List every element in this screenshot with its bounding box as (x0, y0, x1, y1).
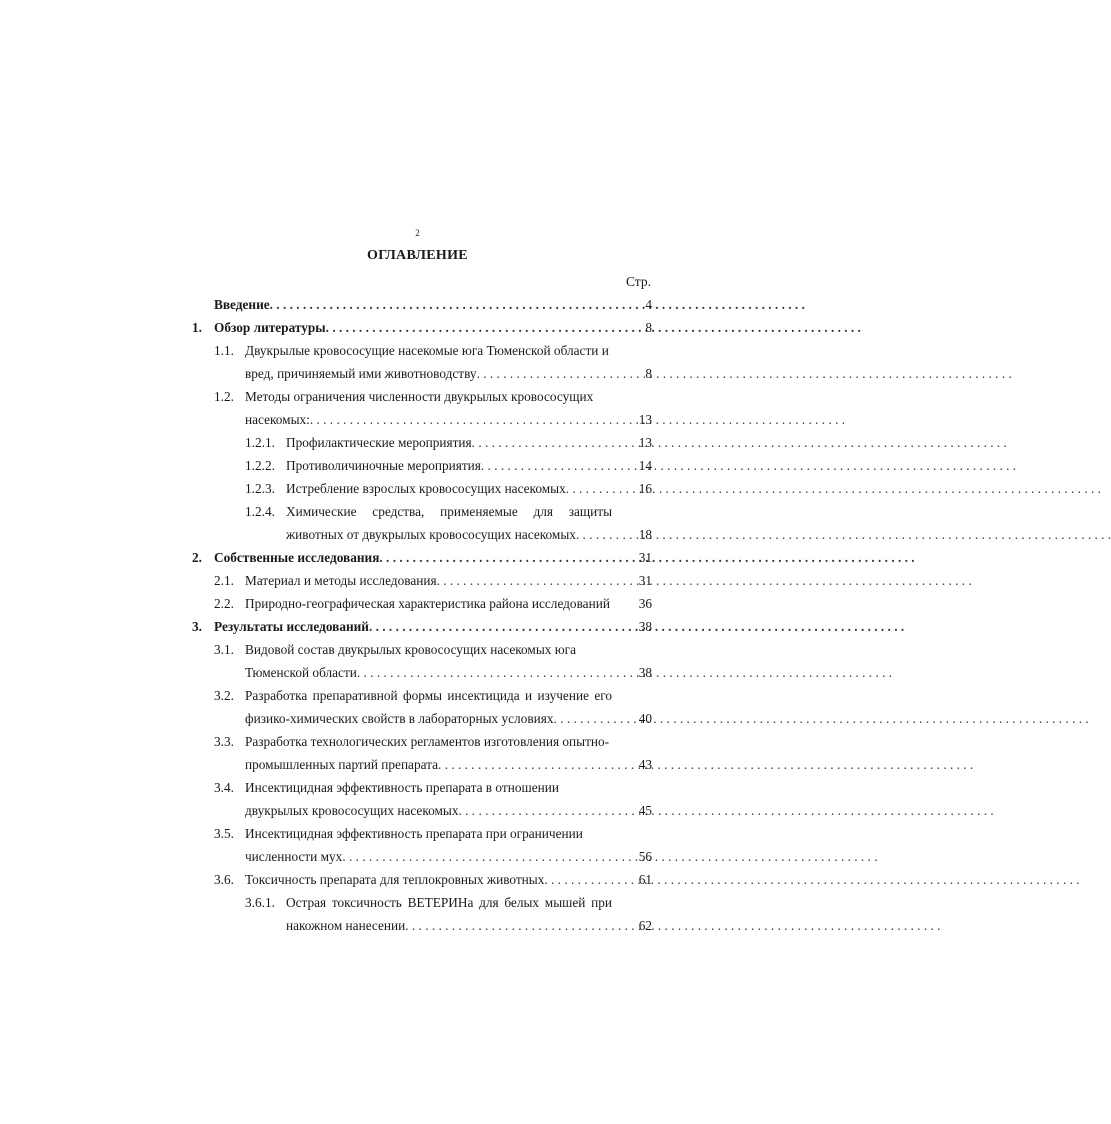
toc-page-number: 36 (638, 596, 652, 611)
toc-page-number: 31 (638, 573, 652, 588)
toc-entry[interactable] (170, 776, 652, 822)
toc-entry-number: 2.1. (214, 573, 234, 588)
toc-entry-number: 1.2.1. (245, 435, 275, 450)
toc-entry[interactable] (170, 477, 652, 500)
toc-entry[interactable] (170, 569, 652, 592)
dot-leader (270, 293, 805, 316)
toc-entry-title: Видовой состав двукрылых кровососущих насекомых юга (245, 642, 577, 657)
toc-entry-title: Природно-географическая характеристика района исследований (245, 596, 610, 611)
toc-entry-title: Обзор литературы (214, 320, 326, 335)
toc-entry[interactable] (170, 500, 652, 546)
toc-entry-title: Токсичность препарата для теплокровных животных (245, 872, 545, 887)
toc-page-number: 31 (638, 550, 652, 565)
toc-entry[interactable] (170, 615, 652, 638)
toc-entry[interactable] (170, 730, 652, 776)
toc-page-number: 13 (638, 412, 652, 427)
toc-entry-title: накожном нанесении (286, 918, 406, 933)
toc-page-number: 62 (638, 918, 652, 933)
toc-page-number: 43 (638, 757, 652, 772)
toc-entry-number: 3.1. (214, 642, 234, 657)
table-of-contents (170, 293, 652, 937)
dot-leader (481, 454, 1016, 477)
toc-entry[interactable] (170, 868, 652, 891)
toc-entry-title: численности мух (245, 849, 343, 864)
dot-leader (459, 799, 994, 822)
toc-entry[interactable] (170, 638, 652, 684)
toc-entry-title: Истребление взрослых кровососущих насекомых (286, 481, 566, 496)
toc-page-number: 61 (638, 872, 652, 887)
toc-entry-title: двукрылых кровососущих насекомых (245, 803, 459, 818)
toc-entry-number: 3.3. (214, 734, 234, 749)
toc-entry-title: Двукрылые кровососущие насекомые юга Тюменской области и (245, 343, 609, 358)
toc-entry-number: 1.2.2. (245, 458, 275, 473)
toc-entry[interactable] (170, 546, 652, 569)
toc-entry[interactable] (170, 431, 652, 454)
toc-page-number: 45 (638, 803, 652, 818)
toc-entry-title: насекомых: (245, 412, 310, 427)
dot-leader (472, 431, 1007, 454)
toc-page-number: 40 (638, 711, 652, 726)
toc-entry-title: Инсектицидная эффективность препарата при ограничении (245, 826, 583, 841)
toc-entry-title: Результаты исследований (214, 619, 369, 634)
toc-entry-title: животных от двукрылых кровососущих насекомых (286, 527, 576, 542)
toc-entry-title: Противоличиночные мероприятия (286, 458, 481, 473)
toc-page-number: 8 (645, 366, 652, 381)
toc-entry-title: промышленных партий препарата (245, 757, 439, 772)
toc-entry-number: 3. (192, 619, 202, 634)
toc-page-number: 56 (638, 849, 652, 864)
dot-leader (576, 523, 1111, 546)
toc-entry[interactable] (170, 316, 652, 339)
toc-entry-title: Методы ограничения численности двукрылых кровососущих (245, 389, 594, 404)
toc-entry[interactable] (170, 684, 652, 730)
toc-entry-title: Собственные исследования (214, 550, 380, 565)
page-column-header: Стр. (625, 274, 651, 289)
toc-entry-number: 3.6.1. (245, 895, 275, 910)
toc-entry[interactable] (170, 339, 652, 385)
toc-entry[interactable] (170, 385, 652, 431)
toc-entry-title: Тюменской области (245, 665, 357, 680)
toc-entry[interactable] (170, 454, 652, 477)
toc-entry-number: 3.5. (214, 826, 234, 841)
toc-entry-number: 1.1. (214, 343, 234, 358)
toc-entry-number: 2.2. (214, 596, 234, 611)
toc-entry-title: Введение (214, 297, 270, 312)
toc-entry-title: физико-химических свойств в лабораторных условиях (245, 711, 554, 726)
toc-entry[interactable] (170, 891, 652, 937)
toc-entry-number: 1.2.3. (245, 481, 275, 496)
dot-leader (437, 569, 972, 592)
toc-entry-title: Инсектицидная эффективность препарата в отношении (245, 780, 559, 795)
toc-entry-title: Разработка технологических регламентов изготовления опытно- (245, 734, 610, 749)
dot-leader (438, 753, 973, 776)
dot-leader (405, 914, 940, 937)
page-title: ОГЛАВЛЕНИЕ (367, 248, 468, 263)
toc-page-number: 38 (638, 619, 652, 634)
toc-entry-title: Материал и методы исследования (245, 573, 437, 588)
toc-entry-title: вред, причиняемый ими животноводству (245, 366, 477, 381)
toc-entry-number: 3.4. (214, 780, 234, 795)
toc-page-number: 18 (638, 527, 652, 542)
toc-entry[interactable] (170, 822, 652, 868)
toc-entry-title: Острая токсичность ВЕТЕРИНа для белых мышей при (286, 895, 612, 910)
toc-entry-number: 3.2. (214, 688, 234, 703)
toc-entry-number: 1.2.4. (245, 504, 275, 519)
toc-entry-number: 3.6. (214, 872, 234, 887)
dot-leader (342, 845, 877, 868)
toc-entry-title: Химические средства, применяемые для защиты (286, 504, 612, 519)
toc-entry-number: 1. (192, 320, 202, 335)
page-number: 2 (415, 228, 420, 238)
toc-entry[interactable] (170, 293, 652, 316)
toc-page-number: 8 (645, 320, 652, 335)
toc-entry-number: 2. (192, 550, 202, 565)
toc-page-number: 38 (638, 665, 652, 680)
dot-leader (310, 408, 845, 431)
toc-entry[interactable] (170, 592, 652, 615)
toc-page-number: 13 (638, 435, 652, 450)
toc-page-number: 16 (638, 481, 652, 496)
dot-leader (326, 316, 861, 339)
toc-entry-number: 1.2. (214, 389, 234, 404)
toc-page-number: 14 (638, 458, 652, 473)
dot-leader (477, 362, 1012, 385)
toc-entry-title: Разработка препаративной формы инсектицида и изучение его (245, 688, 612, 703)
toc-page-number: 4 (645, 297, 652, 312)
toc-entry-title: Профилактические мероприятия (286, 435, 472, 450)
